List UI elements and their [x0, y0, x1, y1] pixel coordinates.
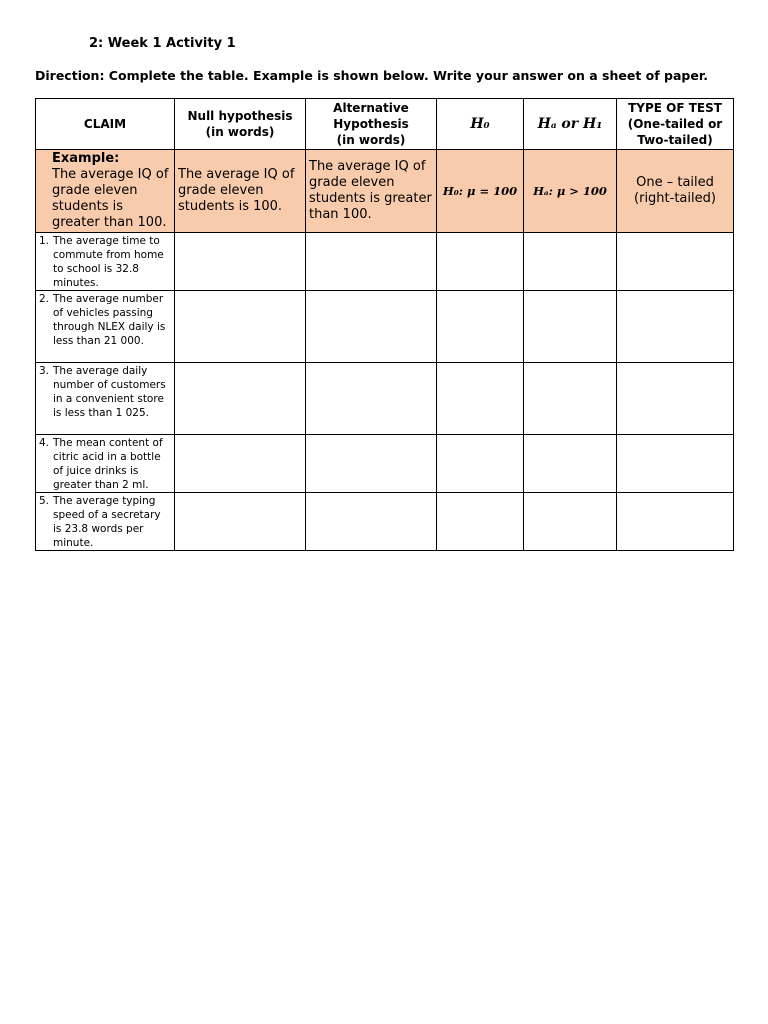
example-type-line1: One – tailed [636, 175, 714, 190]
header-null-line2: (in words) [205, 125, 275, 139]
header-alternative-hypothesis [306, 99, 437, 150]
answer-cell-null[interactable] [175, 291, 306, 363]
answer-cell-null[interactable] [175, 493, 306, 551]
example-claim-cell [36, 150, 175, 233]
claim-cell [36, 363, 175, 435]
direction-text: Direction: Complete the table. Example is shown below. Write your answer on a sheet of paper. [35, 68, 708, 83]
claim-cell [36, 435, 175, 493]
example-h0: H₀: μ = 100 [437, 150, 524, 233]
answer-cell-alt[interactable] [306, 233, 437, 291]
answer-cell-null[interactable] [175, 363, 306, 435]
header-ha-or-h1: Hₐ or H₁ [524, 99, 617, 150]
item-number: 3. [39, 365, 50, 377]
answer-cell-type[interactable] [617, 363, 734, 435]
claim-cell [36, 233, 175, 291]
header-type-of-test [617, 99, 734, 150]
header-alt-line1: Alternative [333, 101, 409, 115]
example-ha: Hₐ: μ > 100 [524, 150, 617, 233]
header-h0: H₀ [437, 99, 524, 150]
answer-cell-ha[interactable] [524, 291, 617, 363]
activity-table [35, 98, 734, 551]
answer-cell-alt[interactable] [306, 435, 437, 493]
answer-cell-h0[interactable] [437, 493, 524, 551]
example-alt-cell [306, 150, 437, 233]
header-type-line3: Two-tailed) [637, 133, 713, 147]
activity-title: 2: Week 1 Activity 1 [89, 36, 236, 51]
example-null: The average IQ of grade eleven students is 100. [178, 167, 295, 214]
example-alt: The average IQ of grade eleven students is greater than 100. [309, 159, 432, 222]
answer-cell-type[interactable] [617, 291, 734, 363]
answer-cell-alt[interactable] [306, 493, 437, 551]
item-number: 1. [39, 235, 50, 247]
table-row [36, 435, 734, 493]
answer-cell-h0[interactable] [437, 363, 524, 435]
answer-cell-ha[interactable] [524, 363, 617, 435]
header-alt-line2: Hypothesis [333, 117, 409, 131]
claim-cell [36, 493, 175, 551]
claim-cell [36, 291, 175, 363]
item-number: 5. [39, 495, 50, 507]
header-null-hypothesis [175, 99, 306, 150]
item-claim: The average number of vehicles passing through NLEX daily is less than 21 000. [53, 293, 166, 347]
answer-cell-h0[interactable] [437, 435, 524, 493]
example-row [36, 150, 734, 233]
example-type-cell [617, 150, 734, 233]
answer-cell-null[interactable] [175, 435, 306, 493]
header-claim: CLAIM [36, 99, 175, 150]
table-row [36, 493, 734, 551]
answer-cell-h0[interactable] [437, 233, 524, 291]
item-number: 2. [39, 293, 50, 305]
example-label: Example: [52, 151, 120, 166]
answer-cell-type[interactable] [617, 493, 734, 551]
answer-cell-h0[interactable] [437, 291, 524, 363]
header-type-line2: (One-tailed or [627, 117, 723, 131]
answer-cell-ha[interactable] [524, 435, 617, 493]
table-row [36, 363, 734, 435]
example-claim: The average IQ of grade eleven students is greater than 100. [52, 167, 169, 230]
item-claim: The average daily number of customers in a convenient store is less than 1 025. [53, 365, 166, 419]
example-type-line2: (right-tailed) [634, 191, 716, 206]
table-row [36, 291, 734, 363]
example-null-cell [175, 150, 306, 233]
answer-cell-ha[interactable] [524, 493, 617, 551]
header-type-line1: TYPE OF TEST [628, 101, 722, 115]
answer-cell-type[interactable] [617, 435, 734, 493]
item-claim: The mean content of citric acid in a bottle of juice drinks is greater than 2 ml. [53, 437, 163, 491]
header-alt-line3: (in words) [336, 133, 406, 147]
answer-cell-ha[interactable] [524, 233, 617, 291]
answer-cell-null[interactable] [175, 233, 306, 291]
item-claim: The average time to commute from home to school is 32.8 minutes. [53, 235, 164, 289]
table-row [36, 233, 734, 291]
item-number: 4. [39, 437, 50, 449]
table-header-row [36, 99, 734, 150]
item-claim: The average typing speed of a secretary is 23.8 words per minute. [53, 495, 161, 549]
answer-cell-alt[interactable] [306, 363, 437, 435]
header-null-line1: Null hypothesis [187, 109, 293, 123]
answer-cell-alt[interactable] [306, 291, 437, 363]
answer-cell-type[interactable] [617, 233, 734, 291]
